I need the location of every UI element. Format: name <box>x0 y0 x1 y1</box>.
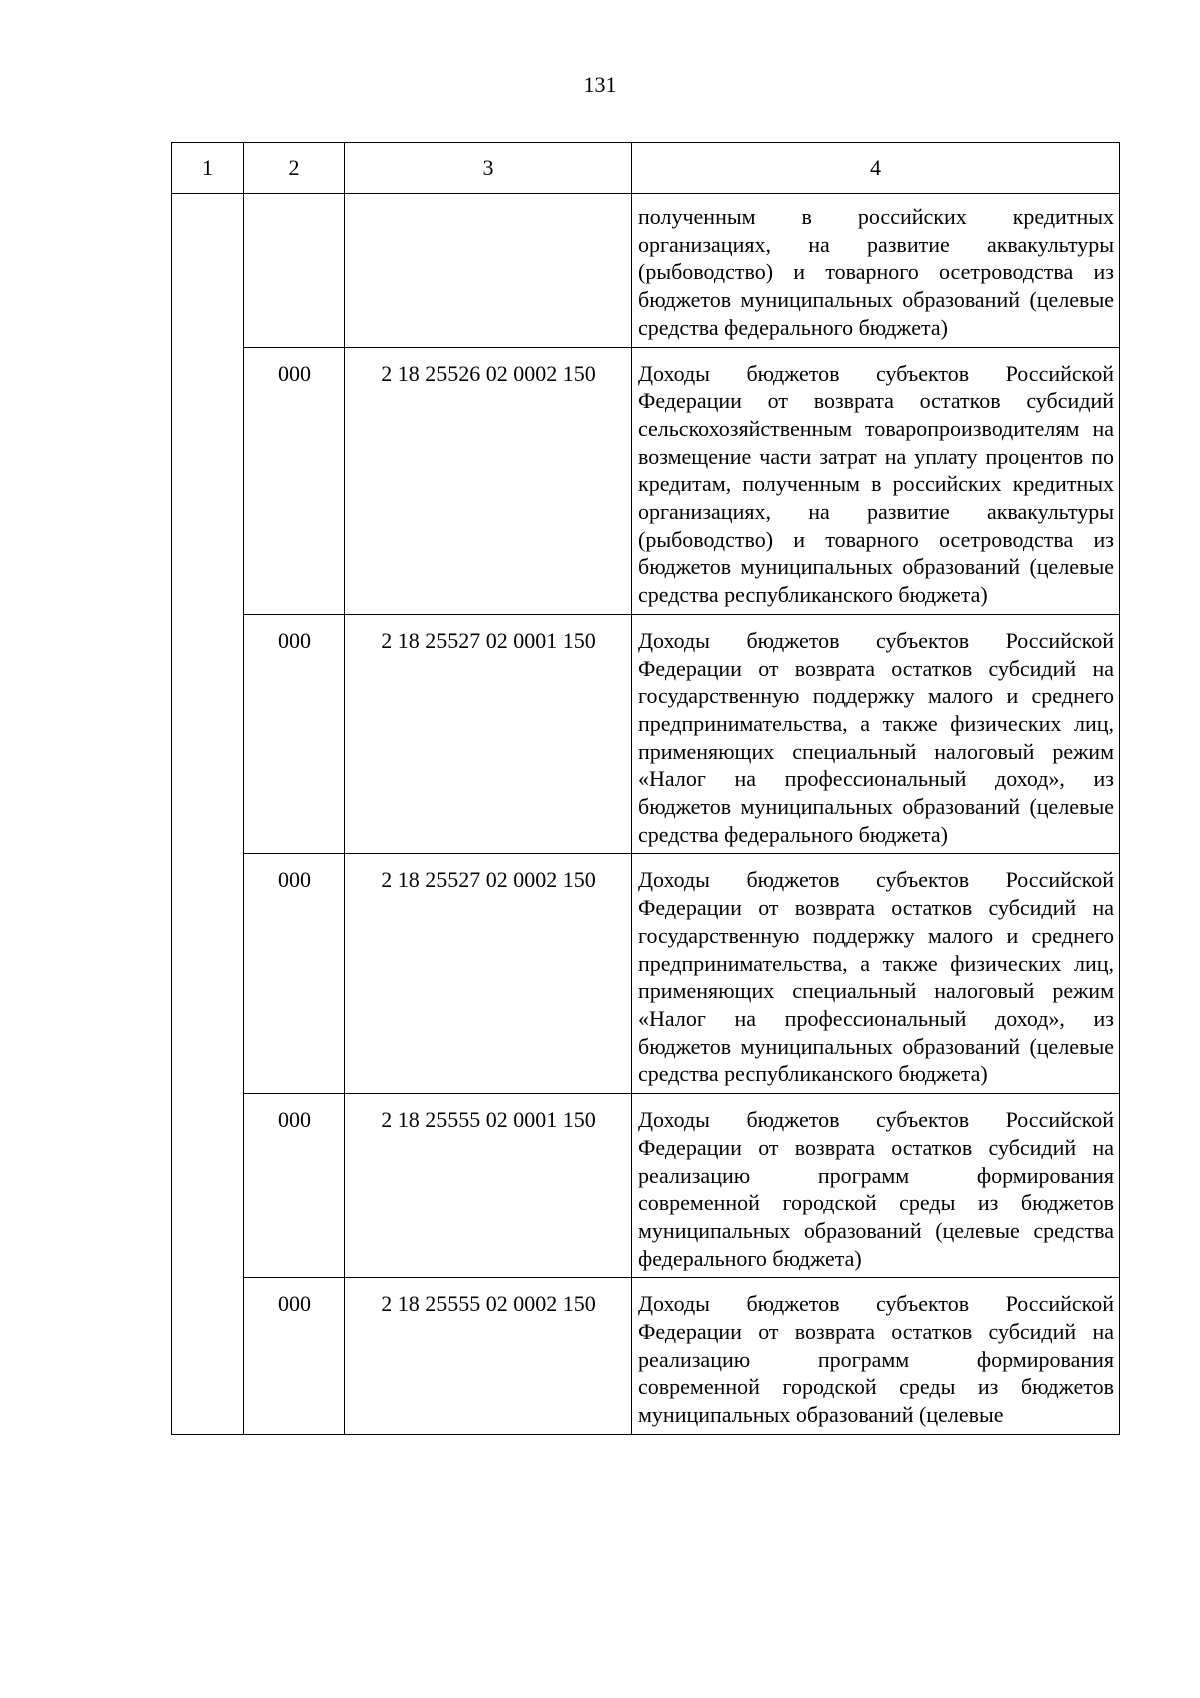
revenue-code-cell <box>345 194 632 348</box>
admin-code-cell: 000 <box>244 1094 345 1278</box>
table-header-row <box>172 143 1120 194</box>
revenue-description-cell: полученным в российских кредитных организациях, на развитие аквакультуры (рыбоводство) и товарного осетроводства из бюджетов муниципальных образований (целевые средства федерального бюджета) <box>632 194 1120 348</box>
table-row <box>172 614 1120 854</box>
admin-code-cell: 000 <box>244 854 345 1094</box>
revenue-code-cell: 2 18 25526 02 0002 150 <box>345 347 632 614</box>
admin-code-cell <box>244 194 345 348</box>
table-row <box>172 194 1120 348</box>
group-cell <box>172 194 244 1435</box>
admin-code-cell: 000 <box>244 1278 345 1435</box>
admin-code-cell: 000 <box>244 347 345 614</box>
header-cell-3: 3 <box>345 143 632 194</box>
revenue-code-cell: 2 18 25555 02 0001 150 <box>345 1094 632 1278</box>
revenue-code-cell: 2 18 25527 02 0001 150 <box>345 614 632 854</box>
header-cell-2: 2 <box>244 143 345 194</box>
revenue-code-cell: 2 18 25555 02 0002 150 <box>345 1278 632 1435</box>
page-number: 131 <box>583 72 617 97</box>
revenue-description-cell: Доходы бюджетов субъектов Российской Федерации от возврата остатков субсидий на реализацию программ формирования современной городской среды из бюджетов муниципальных образований (целевые <box>632 1278 1120 1435</box>
table-row <box>172 854 1120 1094</box>
table-row <box>172 347 1120 614</box>
header-cell-1: 1 <box>172 143 244 194</box>
revenue-description-cell: Доходы бюджетов субъектов Российской Федерации от возврата остатков субсидий на государственную поддержку малого и среднего предпринимательства, а также физических лиц, применяющих специальный налоговый режим «Налог на профессиональный доход», из бюджетов муниципальных образований (целевые средства федерального бюджета) <box>632 614 1120 854</box>
table-row <box>172 1094 1120 1278</box>
revenue-description-cell: Доходы бюджетов субъектов Российской Федерации от возврата остатков субсидий сельскохозяйственным товаропроизводителям на возмещение части затрат на уплату процентов по кредитам, полученным в российских кредитных организациях, на развитие аквакультуры (рыбоводство) и товарного осетроводства из бюджетов муниципальных образований (целевые средства республиканского бюджета) <box>632 347 1120 614</box>
revenue-code-cell: 2 18 25527 02 0002 150 <box>345 854 632 1094</box>
header-cell-4: 4 <box>632 143 1120 194</box>
admin-code-cell: 000 <box>244 614 345 854</box>
revenue-description-cell: Доходы бюджетов субъектов Российской Федерации от возврата остатков субсидий на реализацию программ формирования современной городской среды из бюджетов муниципальных образований (целевые средства федерального бюджета) <box>632 1094 1120 1278</box>
table-row <box>172 1278 1120 1435</box>
revenue-description-cell: Доходы бюджетов субъектов Российской Федерации от возврата остатков субсидий на государственную поддержку малого и среднего предпринимательства, а также физических лиц, применяющих специальный налоговый режим «Налог на профессиональный доход», из бюджетов муниципальных образований (целевые средства республиканского бюджета) <box>632 854 1120 1094</box>
budget-code-table <box>171 142 1120 1435</box>
